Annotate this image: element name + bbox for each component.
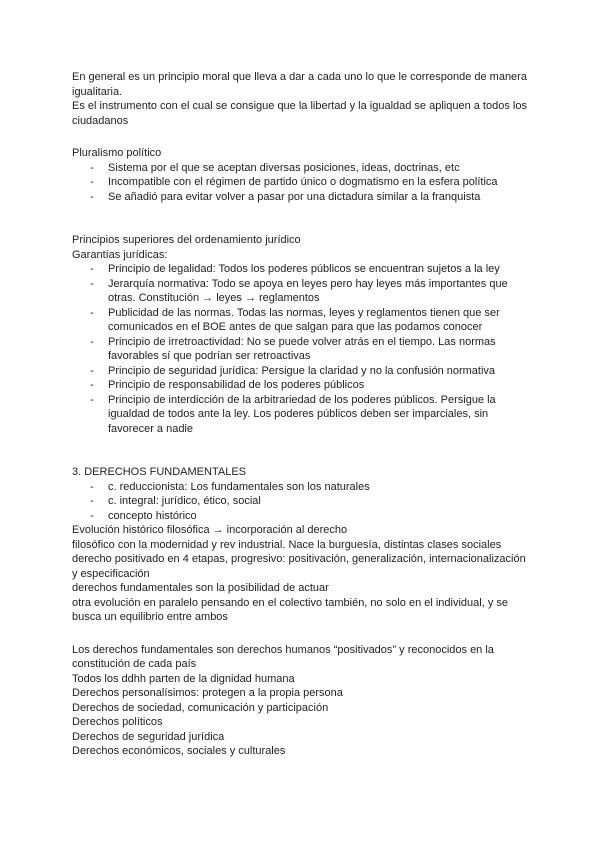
list-item: - c. integral: jurídico, ético, social	[72, 494, 532, 509]
derechos-line: Evolución histórico filosófica → incorporación al derecho	[72, 524, 348, 536]
derechos-heading: 3. DERECHOS FUNDAMENTALES	[72, 466, 246, 478]
principios-heading: Principios superiores del ordenamiento jurídico	[72, 234, 301, 246]
final-line: Derechos de seguridad jurídica	[72, 730, 225, 743]
intro-paragraph-1: En general es un principio moral que lleva a dar a cada uno lo que le corresponde de manera igualitaria.	[72, 71, 527, 98]
final-line: Derechos económicos, sociales y culturales	[72, 745, 286, 757]
final-line: Derechos de sociedad, comunicación y participación	[72, 701, 329, 714]
document-body	[72, 70, 532, 759]
garantias-subheading: Garantías jurídicas:	[72, 248, 168, 261]
list-item: - Publicidad de las normas. Todas las normas, leyes y reglamentos tienen que ser comunicados en el BOE antes de que salgan para que las podamos conocer	[72, 306, 532, 335]
list-item: - Principio de irretroactividad: No se puede volver atrás en el tiempo. Las normas favorables sí que podrían ser retroactivas	[72, 335, 532, 364]
pluralismo-heading: Pluralismo político	[72, 147, 162, 159]
list-item: - Principio de responsabilidad de los poderes públicos	[72, 378, 532, 393]
final-line: Derechos personalísimos: protegen a la propia persona	[72, 687, 343, 699]
final-paragraph: Los derechos fundamentales son derechos humanos “positivados” y reconocidos en la constitución de cada país	[72, 643, 494, 670]
derechos-line: derechos fundamentales son la posibilidad de actuar	[72, 582, 329, 594]
intro-paragraph-2: Es el instrumento con el cual se consigue que la libertad y la igualdad se apliquen a todos los ciudadanos	[72, 100, 527, 127]
derechos-list	[72, 480, 532, 524]
derechos-line: filosófico con la modernidad y rev industrial. Nace la burguesía, distintas clases sociales	[72, 538, 502, 551]
garantias-list	[72, 262, 532, 436]
list-item: - concepto histórico	[72, 509, 532, 524]
derechos-line: otra evolución en paralelo pensando en el colectivo también, no solo en el individual, y se busca un equilibrio entre ambos	[72, 596, 509, 623]
pluralismo-list	[72, 161, 532, 205]
list-item: - Sistema por el que se aceptan diversas posiciones, ideas, doctrinas, etc	[72, 161, 532, 176]
derechos-line: derecho positivado en 4 etapas, progresivo: positivación, generalización, internacionalización y especificación	[72, 553, 526, 580]
list-item: - Se añadió para evitar volver a pasar por una dictadura similar a la franquista	[72, 190, 532, 205]
final-line: Derechos políticos	[72, 716, 163, 728]
list-item: - Principio de interdicción de la arbitrariedad de los poderes públicos. Persigue la igualdad de todos ante la ley. Los poderes públicos deben ser imparciales, sin favorecer a nadie	[72, 393, 532, 437]
list-item: - Incompatible con el régimen de partido único o dogmatismo en la esfera política	[72, 175, 532, 190]
list-item: - Principio de legalidad: Todos los poderes públicos se encuentran sujetos a la ley	[72, 262, 532, 277]
list-item: - Jerarquía normativa: Todo se apoya en leyes pero hay leyes más importantes que otras. Constitución → leyes → reglamentos	[72, 277, 532, 306]
final-line: Todos los ddhh parten de la dignidad humana	[72, 672, 295, 685]
list-item: - c. reduccionista: Los fundamentales son los naturales	[72, 480, 532, 495]
list-item: - Principio de seguridad jurídica: Persigue la claridad y no la confusión normativa	[72, 364, 532, 379]
